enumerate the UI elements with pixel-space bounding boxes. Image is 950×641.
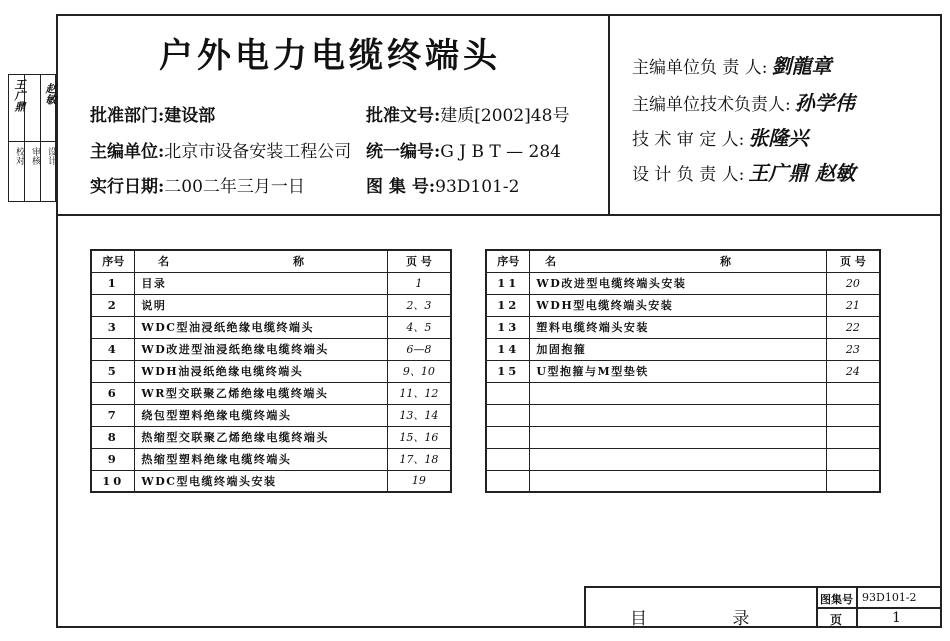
table-row: [486, 316, 880, 338]
row-name: 说明: [135, 294, 387, 316]
table-row: [486, 470, 880, 492]
signature-1: 王广鼎: [13, 79, 26, 112]
row-page: 11、12: [387, 382, 451, 404]
row-page: [826, 426, 880, 448]
row-page: 22: [826, 316, 880, 338]
row-index: 14: [486, 338, 530, 360]
page-title: 户外电力电缆终端头: [159, 36, 501, 76]
table-row: [486, 294, 880, 316]
row-index: [486, 448, 530, 470]
row-name: WDC型电缆终端头安装: [135, 470, 387, 492]
approval-dept-value: 建设部: [164, 106, 216, 126]
row-name: [530, 426, 826, 448]
approval-dept: [90, 101, 215, 126]
approval-doc-no-label: 批准文号:: [366, 106, 441, 126]
row-page: 9、10: [387, 360, 451, 382]
table-row: [91, 360, 451, 382]
table-row: [486, 360, 880, 382]
row-page: 13、14: [387, 404, 451, 426]
table-row: [91, 470, 451, 492]
atlas-no-label: 图 集 号:: [366, 177, 436, 197]
row-name: [530, 382, 826, 404]
page-number-cell: 1: [892, 610, 901, 626]
responsible-label: 主编单位负 责 人:: [632, 58, 768, 78]
row-index: 8: [91, 426, 135, 448]
row-page: 19: [387, 470, 451, 492]
responsible-row: [632, 122, 808, 151]
table-row: [486, 338, 880, 360]
row-index: [486, 426, 530, 448]
header-bottom-line: [56, 214, 942, 216]
table-row: [91, 316, 451, 338]
row-name: WD改进型电缆终端头安装: [530, 272, 826, 294]
row-index: 9: [91, 448, 135, 470]
approval-doc-no-value: 建质[2002]48号: [440, 106, 570, 126]
header-index: 序号: [91, 250, 135, 272]
row-name: 塑料电缆终端头安装: [530, 316, 826, 338]
table-row: [91, 426, 451, 448]
uniform-no-value: G J B T — 284: [440, 142, 561, 162]
row-name: WDC型油浸纸绝缘电缆终端头: [135, 316, 387, 338]
responsible-row: [632, 157, 855, 186]
page-label-cell: 页: [830, 613, 843, 627]
table-row: [91, 448, 451, 470]
row-name: 热缩型塑料绝缘电缆终端头: [135, 448, 387, 470]
row-name: 目录: [135, 272, 387, 294]
header-name: 名 称: [135, 250, 387, 272]
strip-label-design: 设计: [46, 147, 56, 165]
row-index: 10: [91, 470, 135, 492]
row-index: [486, 382, 530, 404]
row-name: WDH油浸纸绝缘电缆终端头: [135, 360, 387, 382]
toc-table-right: [485, 249, 881, 493]
row-index: 6: [91, 382, 135, 404]
table-header-row: [91, 250, 451, 272]
responsible-row: [632, 50, 832, 79]
strip-label-review: 审核: [30, 147, 40, 165]
atlas-no-value: 93D101-2: [435, 177, 520, 197]
atlas-no-value-cell: 93D101-2: [862, 591, 917, 604]
row-index: 15: [486, 360, 530, 382]
table-row: [486, 404, 880, 426]
row-name: WD改进型油浸纸绝缘电缆终端头: [135, 338, 387, 360]
row-index: [486, 404, 530, 426]
row-page: 20: [826, 272, 880, 294]
row-name: WDH型电缆终端头安装: [530, 294, 826, 316]
row-index: 12: [486, 294, 530, 316]
row-page: 6—8: [387, 338, 451, 360]
row-index: [486, 470, 530, 492]
responsible-signature: 张隆兴: [748, 126, 809, 150]
row-page: 17、18: [387, 448, 451, 470]
row-index: 13: [486, 316, 530, 338]
table-row: [91, 382, 451, 404]
row-name: [530, 470, 826, 492]
row-index: 1: [91, 272, 135, 294]
row-page: 23: [826, 338, 880, 360]
editor-unit-value: 北京市设备安装工程公司: [164, 142, 352, 162]
responsible-label: 主编单位技术负责人:: [632, 95, 791, 115]
header-page: 页 号: [387, 250, 451, 272]
row-index: 5: [91, 360, 135, 382]
table-row: [486, 382, 880, 404]
signoff-strip: [8, 74, 56, 202]
responsible-label: 技 术 审 定 人:: [632, 130, 745, 150]
toc-table-left: [90, 249, 452, 493]
table-row: [486, 448, 880, 470]
table-row: [91, 294, 451, 316]
responsible-row: [632, 87, 855, 116]
responsible-signature: 孙学伟: [794, 91, 855, 115]
effective-date-value: 二00二年三月一日: [164, 177, 305, 197]
title-block: [584, 586, 942, 628]
editor-unit: [90, 137, 351, 162]
responsible-signature: 王广鼎 赵敏: [748, 161, 856, 185]
header-index: 序号: [486, 250, 530, 272]
table-row: [91, 338, 451, 360]
effective-date-label: 实行日期:: [90, 177, 165, 197]
row-index: 2: [91, 294, 135, 316]
table-row: [486, 272, 880, 294]
row-page: 4、5: [387, 316, 451, 338]
row-name: 绕包型塑料绝缘电缆终端头: [135, 404, 387, 426]
uniform-no-label: 统一编号:: [366, 142, 441, 162]
row-index: 3: [91, 316, 135, 338]
row-page: 15、16: [387, 426, 451, 448]
sheet-title: 目 录: [630, 609, 790, 629]
signature-2: 赵敏: [44, 83, 57, 105]
row-page: 1: [387, 272, 451, 294]
responsible-signature: 劉龍章: [771, 54, 832, 78]
approval-doc-no: [366, 101, 569, 126]
editor-unit-label: 主编单位:: [90, 142, 165, 162]
row-page: 2、3: [387, 294, 451, 316]
uniform-no: [366, 137, 561, 162]
table-row: [91, 272, 451, 294]
table-row: [486, 426, 880, 448]
effective-date: [90, 172, 305, 197]
atlas-no-label-cell: 图集号: [820, 593, 853, 606]
header-page: 页 号: [826, 250, 880, 272]
table-header-row: [486, 250, 880, 272]
strip-label-proofread: 校对: [14, 147, 24, 165]
row-name: WR型交联聚乙烯绝缘电缆终端头: [135, 382, 387, 404]
header-name: 名 称: [530, 250, 826, 272]
table-row: [91, 404, 451, 426]
row-name: 热缩型交联聚乙烯绝缘电缆终端头: [135, 426, 387, 448]
row-name: [530, 404, 826, 426]
row-name: 加固抱箍: [530, 338, 826, 360]
row-page: [826, 404, 880, 426]
row-page: 21: [826, 294, 880, 316]
row-page: 24: [826, 360, 880, 382]
row-index: 7: [91, 404, 135, 426]
atlas-no: [366, 172, 519, 197]
responsible-label: 设 计 负 责 人:: [632, 165, 745, 185]
row-page: [826, 470, 880, 492]
row-name: [530, 448, 826, 470]
row-index: 4: [91, 338, 135, 360]
row-index: 11: [486, 272, 530, 294]
row-page: [826, 448, 880, 470]
approval-dept-label: 批准部门:: [90, 106, 165, 126]
row-page: [826, 382, 880, 404]
row-name: U型抱箍与M型垫铁: [530, 360, 826, 382]
header-divider: [608, 14, 610, 216]
